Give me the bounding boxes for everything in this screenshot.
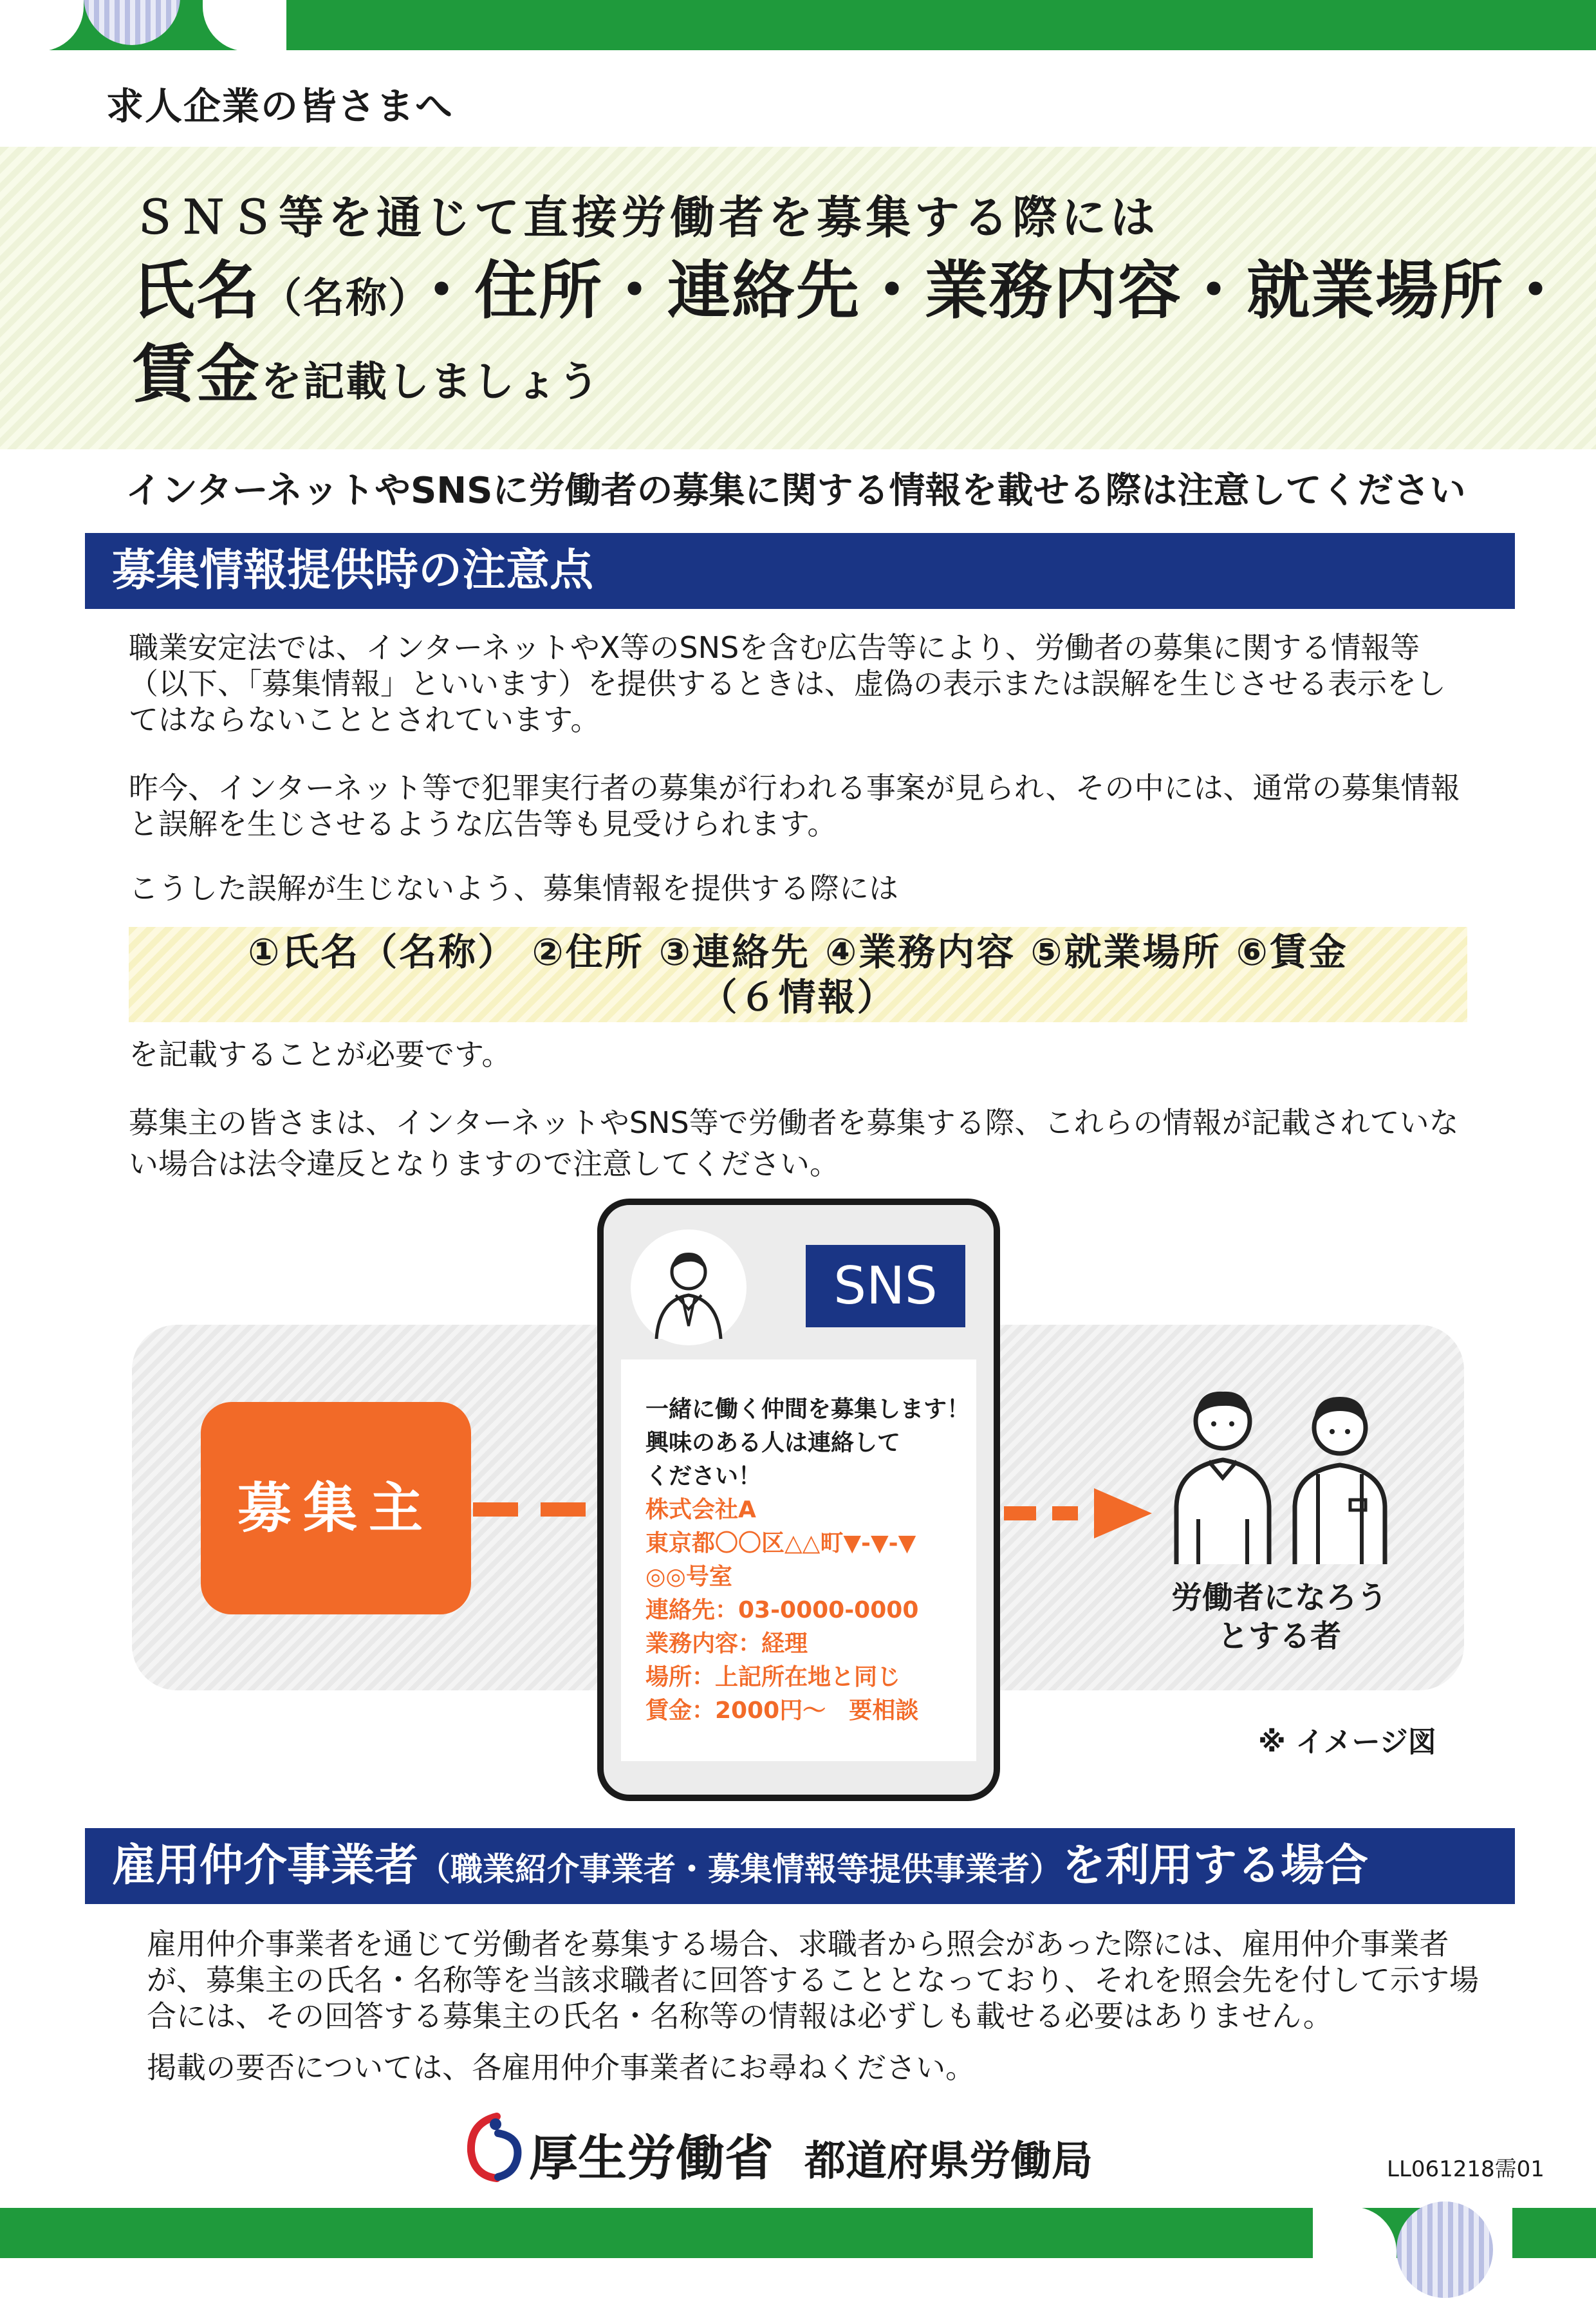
section2-title-end: を利用する場合 <box>1062 1840 1369 1891</box>
avatar <box>631 1229 747 1345</box>
hero-wage: 賃金 <box>132 338 261 411</box>
post-contact: 連絡先：03-0000-0000 <box>645 1597 919 1623</box>
ministry-logo-icon <box>465 2111 523 2182</box>
section1-paragraph2: 昨今、インターネット等で犯罪実行者の募集が行われる事案が見られ、その中には、通常の募集情報と誤解を生じさせるような広告等も見受けられます。 <box>129 771 1460 841</box>
dash-left-1 <box>473 1502 518 1517</box>
section2-paragraph1: 雇用仲介事業者を通じて労働者を募集する場合、求職者から照会があった際には、雇用仲介事業者が、募集主の氏名・名称等を当該求職者に回答することとなっており、それを照会先を付して示す場合には、その回答する募集主の氏名・名称等の情報は必ずしも載せる必要はありません。 <box>147 1927 1479 2033</box>
job-seeker-label <box>1151 1578 1408 1656</box>
recruiter-box: 募集主 <box>201 1402 471 1614</box>
image-note: ※ イメージ図 <box>1258 1726 1436 1759</box>
ministry-name: 厚生労働省 <box>529 2129 774 2187</box>
post-address: 東京都〇〇区△△町▼-▼-▼ <box>645 1530 916 1556</box>
hero-name: 氏名 <box>132 254 261 328</box>
hero-subtitle: ＳＮＳ等を通じて直接労働者を募集する際には <box>132 191 1159 244</box>
hero-items: ・住所・連絡先・業務内容・就業場所・ <box>410 254 1569 328</box>
dash-right-2 <box>1052 1506 1078 1520</box>
post-line: ください！ <box>645 1463 762 1490</box>
section1-header: 募集情報提供時の注意点 <box>85 533 1515 609</box>
dash-left-2 <box>541 1502 586 1517</box>
section2-title-main: 雇用仲介事業者 <box>112 1840 419 1891</box>
job-seekers-icon <box>1158 1378 1403 1571</box>
section2-header <box>85 1828 1515 1904</box>
post-line: 興味のある人は連絡して <box>645 1430 901 1456</box>
post-duties: 業務内容：経理 <box>645 1630 808 1657</box>
section1-paragraph1: 職業安定法では、インターネットやX等のSNSを含む広告等により、労働者の募集に関する情報等（以下、「募集情報」といいます）を提供するときは、虚偽の表示または誤解を生じさせる表示をしてはならないこととされています。 <box>129 630 1446 737</box>
sns-post <box>621 1359 976 1761</box>
hero-name-paren: （名称） <box>261 275 411 322</box>
section1-paragraph3: こうした誤解が生じないよう、募集情報を提供する際には <box>129 871 898 906</box>
dash-right-1 <box>1004 1506 1036 1520</box>
arrow-right-icon <box>1094 1488 1152 1538</box>
six-items-box <box>129 927 1467 1022</box>
job-seeker-label-line1: 労働者になろう <box>1171 1580 1387 1616</box>
post-line: 一緒に働く仲間を募集します！ <box>645 1396 970 1423</box>
six-items-total: （６情報） <box>700 975 896 1019</box>
post-location: 場所：上記所在地と同じ <box>645 1664 901 1690</box>
hero-title-line2 <box>132 336 600 421</box>
section2-title-paren: （職業紹介事業者・募集情報等提供事業者） <box>418 1851 1062 1888</box>
six-items-list: ①氏名（名称） ②住所 ③連絡先 ④業務内容 ⑤就業場所 ⑥賃金 <box>248 930 1348 974</box>
section1-paragraph4: を記載することが必要です。 <box>129 1037 512 1072</box>
sns-badge: SNS <box>806 1245 965 1327</box>
hero-title-line1 <box>132 252 1568 337</box>
person-icon <box>631 1229 747 1345</box>
hero-suffix: を記載しましょう <box>261 359 601 406</box>
post-room: ◎◎号室 <box>645 1564 732 1590</box>
caution-text: インターネットやSNSに労働者の募集に関する情報を載せる際は注意してください <box>125 470 1466 512</box>
decorative-circle-bottom <box>1396 2201 1493 2298</box>
post-company: 株式会社A <box>645 1497 756 1523</box>
bureau-name: 都道府県労働局 <box>804 2138 1093 2185</box>
post-wage: 賃金：2000円～ 要相談 <box>645 1697 919 1724</box>
document-code: LL061218需01 <box>1387 2156 1545 2182</box>
audience-heading: 求人企業の皆さまへ <box>106 84 454 128</box>
section2-paragraph2: 掲載の要否については、各雇用仲介事業者にお尋ねください。 <box>147 2050 976 2085</box>
job-seeker-label-line2: とする者 <box>1217 1618 1341 1654</box>
section1-paragraph5: 募集主の皆さまは、インターネットやSNS等で労働者を募集する際、これらの情報が記載されていない場合は法令違反となりますので注意してください。 <box>129 1105 1459 1181</box>
